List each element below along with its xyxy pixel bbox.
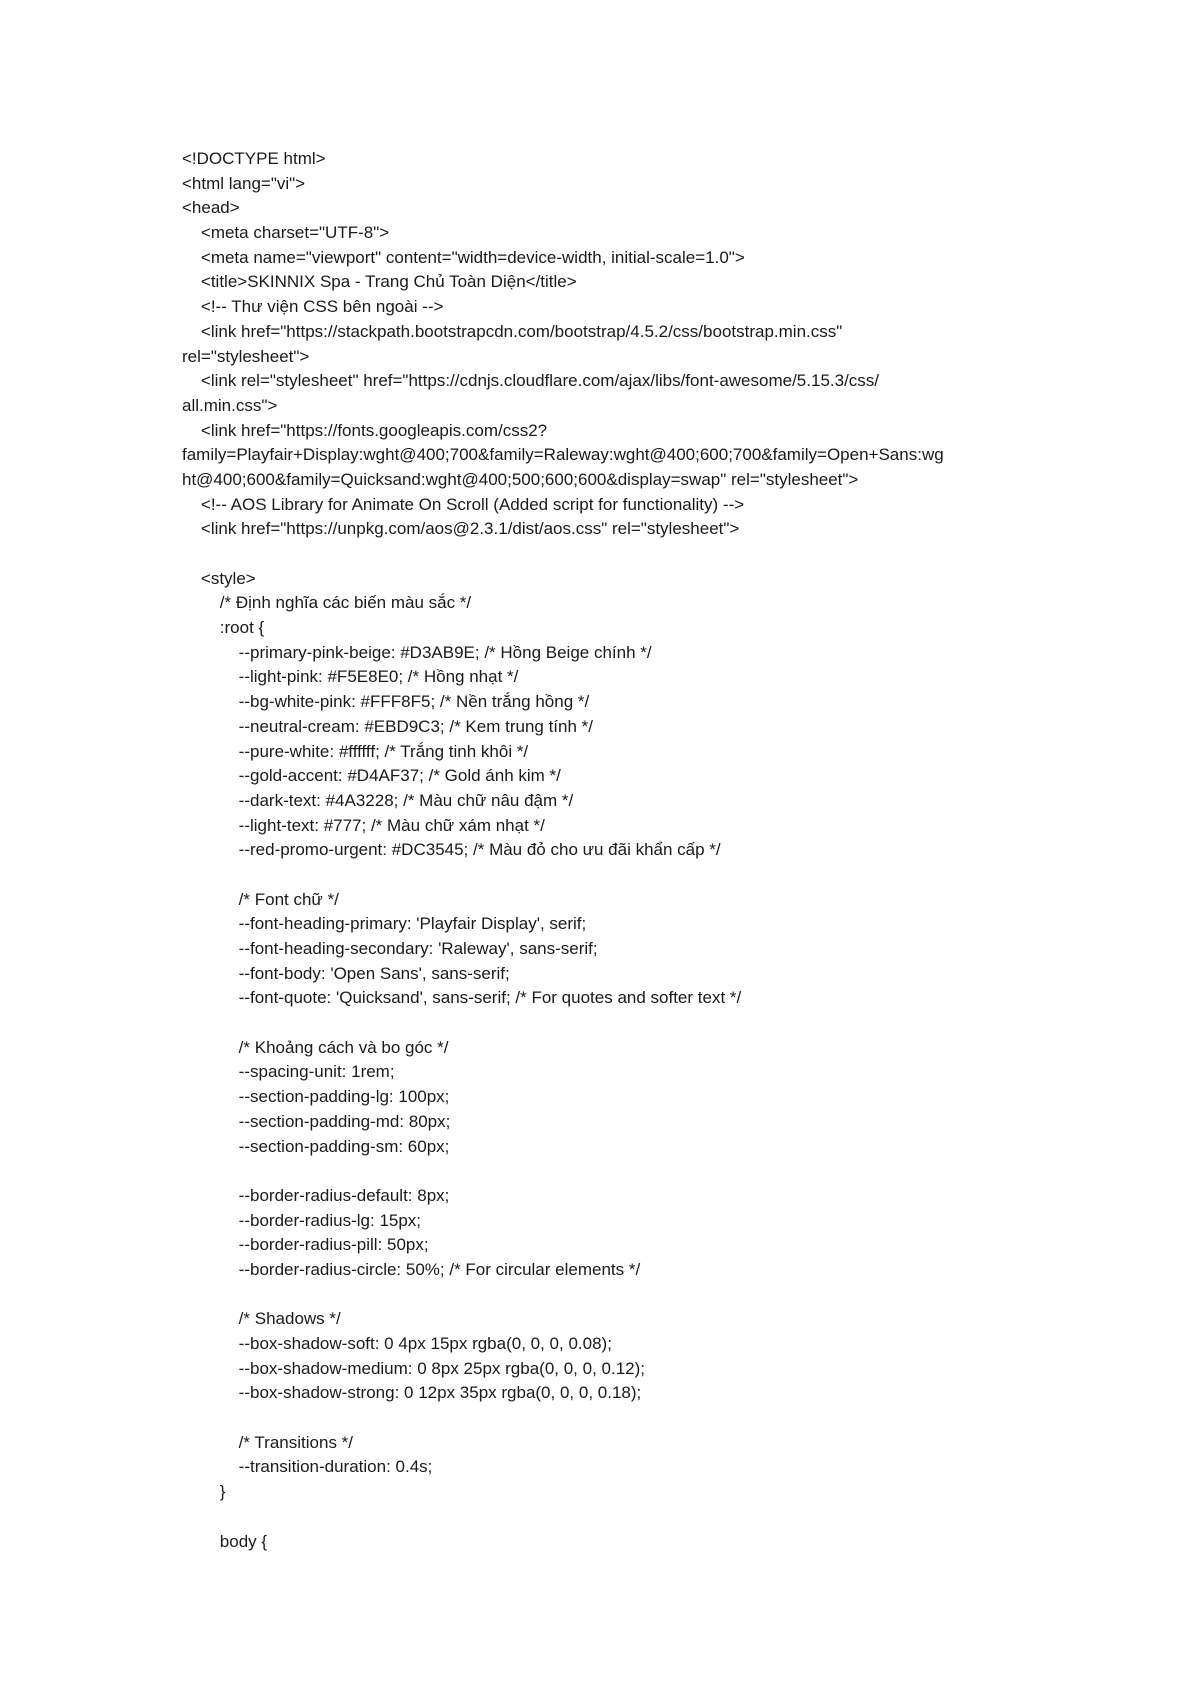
code-line: --box-shadow-strong: 0 12px 35px rgba(0, 0, 0, 0.18); [182,1383,642,1403]
code-line: <link href="https://fonts.googleapis.com/css2? [182,420,548,440]
code-line [182,1505,1182,1530]
code-line: /* Khoảng cách và bo góc */ [182,1037,449,1057]
code-line: <head> [182,198,240,218]
code-line: --section-padding-sm: 60px; [182,1136,450,1156]
code-line [182,1159,1182,1184]
code-line: --font-quote: 'Quicksand', sans-serif; /* For quotes and softer text */ [182,988,742,1008]
code-line: } [182,1482,226,1502]
code-line: <link href="https://stackpath.bootstrapcdn.com/bootstrap/4.5.2/css/bootstrap.min.css" [182,321,843,341]
code-line: --box-shadow-soft: 0 4px 15px rgba(0, 0, 0, 0.08); [182,1334,612,1353]
code-line: /* Transitions */ [182,1432,354,1452]
code-listing [182,147,1182,1554]
code-line: --border-radius-circle: 50%; /* For circular elements */ [182,1259,641,1279]
code-line: --font-body: 'Open Sans', sans-serif; [182,963,510,983]
code-line: --border-radius-lg: 15px; [182,1210,422,1230]
code-line: --light-pink: #F5E8E0; /* Hồng nhạt */ [182,667,519,687]
code-line [182,863,1182,888]
code-line: --border-radius-pill: 50px; [182,1235,429,1255]
code-line: <!-- AOS Library for Animate On Scroll (Added script for functionality) --> [182,494,745,514]
code-line [182,1406,1182,1431]
code-line: <!-- Thư viện CSS bên ngoài --> [182,297,444,317]
code-line: <link rel="stylesheet" href="https://cdnjs.cloudflare.com/ajax/libs/font-awesome/5.15.3/css/ [182,371,880,391]
code-line: --font-heading-secondary: 'Raleway', sans-serif; [182,939,598,958]
code-line: --section-padding-lg: 100px; [182,1087,450,1107]
code-line: body { [182,1531,268,1551]
code-line [182,1011,1182,1036]
code-line: --spacing-unit: 1rem; [182,1062,395,1082]
code-line: --primary-pink-beige: #D3AB9E; /* Hồng Beige chính */ [182,642,652,662]
code-line: --gold-accent: #D4AF37; /* Gold ánh kim */ [182,766,561,786]
code-line: /* Shadows */ [182,1309,341,1329]
code-line: <meta name="viewport" content="width=device-width, initial-scale=1.0"> [182,247,745,267]
code-line: :root { [182,618,265,638]
code-line: /* Định nghĩa các biến màu sắc */ [182,593,472,613]
code-line: <!DOCTYPE html> [182,149,326,168]
code-line: --transition-duration: 0.4s; [182,1457,433,1477]
code-line: --neutral-cream: #EBD9C3; /* Kem trung tính */ [182,716,593,736]
code-line: --light-text: #777; /* Màu chữ xám nhạt */ [182,815,545,835]
code-line: <title>SKINNIX Spa - Trang Chủ Toàn Diện</title> [182,272,577,292]
code-line: <meta charset="UTF-8"> [182,223,390,243]
code-line: <link href="https://unpkg.com/aos@2.3.1/dist/aos.css" rel="stylesheet"> [182,519,740,539]
code-line: ht@400;600&family=Quicksand:wght@400;500;600;600&display=swap" rel="stylesheet"> [182,469,859,489]
code-line: --bg-white-pink: #FFF8F5; /* Nền trắng hồng */ [182,692,590,712]
code-line: --box-shadow-medium: 0 8px 25px rgba(0, 0, 0, 0.12); [182,1358,645,1378]
code-line: --font-heading-primary: 'Playfair Display', serif; [182,914,587,934]
code-line: --section-padding-md: 80px; [182,1111,451,1131]
code-line: <html lang="vi"> [182,173,306,193]
code-line: /* Font chữ */ [182,889,339,909]
code-line [182,542,1182,567]
code-line: --dark-text: #4A3228; /* Màu chữ nâu đậm */ [182,790,574,810]
code-line: rel="stylesheet"> [182,346,310,366]
code-line [182,1283,1182,1308]
code-line: family=Playfair+Display:wght@400;700&family=Raleway:wght@400;600;700&family=Open+Sans:wg [182,445,944,465]
code-line: --pure-white: #ffffff; /* Trắng tinh khôi */ [182,741,529,761]
code-line: --red-promo-urgent: #DC3545; /* Màu đỏ cho ưu đãi khẩn cấp */ [182,840,721,860]
code-line: --border-radius-default: 8px; [182,1185,450,1205]
code-line: <style> [182,568,256,588]
code-line: all.min.css"> [182,395,278,415]
